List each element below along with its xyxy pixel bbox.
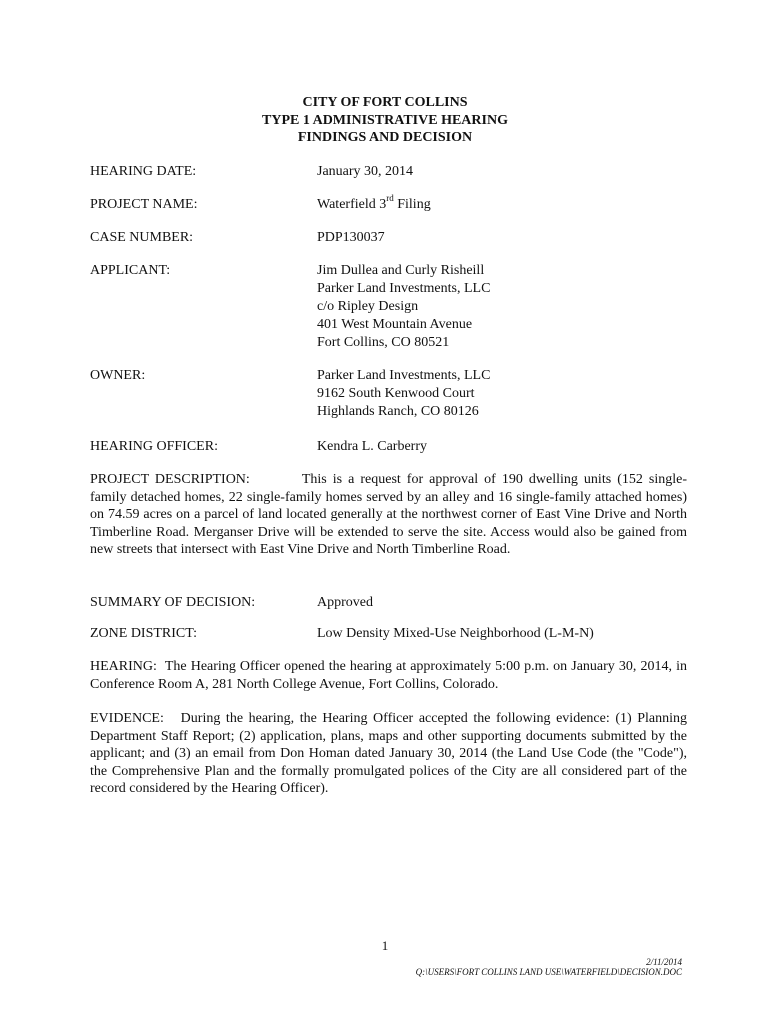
hearing-officer-value: Kendra L. Carberry — [317, 439, 428, 454]
case-number-value: PDP130037 — [317, 230, 385, 245]
zone-label: ZONE DISTRICT: — [90, 626, 198, 641]
owner-line: Highlands Ranch, CO 80126 — [317, 404, 479, 419]
owner-label: OWNER: — [90, 368, 146, 383]
applicant-label: APPLICANT: — [90, 263, 171, 278]
owner-address — [317, 367, 490, 421]
evidence-paragraph-text: During the hearing, the Hearing Officer accepted the following evidence: (1) Planning Department Staff Report; (2) application, plans, maps and other supporting documents submitted by the applicant; and (3) an email from Don Homan dated January 30, 2014 (the Land Use Code (the "Code"), the Comprehensive Plan and the formally promulgated polices of the City are all considered part of the record considered by the Hearing Officer). — [90, 711, 688, 796]
project-description — [90, 471, 687, 559]
case-number-label: CASE NUMBER: — [90, 230, 194, 245]
page-number: 1 — [381, 938, 389, 953]
project-name-prefix: Waterfield 3 — [317, 197, 387, 212]
footer-file-path: Q:\USERS\FORT COLLINS LAND USE\WATERFIELD\DECISION.DOC — [415, 967, 682, 977]
hearing-date-value: January 30, 2014 — [317, 164, 414, 179]
project-name-suffix: Filing — [393, 197, 431, 212]
summary-label: SUMMARY OF DECISION: — [90, 595, 256, 610]
applicant-address — [317, 262, 490, 352]
hearing-date-label: HEARING DATE: — [90, 164, 197, 179]
applicant-line: Parker Land Investments, LLC — [317, 281, 491, 296]
applicant-line: 401 West Mountain Avenue — [317, 317, 473, 332]
hearing-paragraph-label: HEARING: — [90, 659, 157, 674]
project-name-value — [317, 193, 431, 214]
evidence-paragraph — [90, 710, 687, 798]
project-name-label: PROJECT NAME: — [90, 197, 198, 212]
project-name-superscript: rd — [386, 193, 394, 204]
owner-line: 9162 South Kenwood Court — [317, 386, 475, 401]
hearing-paragraph — [90, 658, 687, 693]
applicant-line: Jim Dullea and Curly Risheill — [317, 263, 485, 278]
footer-date: 2/11/2014 — [646, 957, 682, 967]
project-description-text: This is a request for approval of 190 dwelling units (152 single-family detached homes, 22 single-family homes served by an alley and 16 single-family attached homes) on 74.59 acres on a parcel of land located generally at the northwest corner of East Vine Drive and North Timberline Road. Merganser Drive will be extended to serve the site. Access would also be gained from new streets that intersect with East Vine Drive and North Timberline Road. — [90, 472, 687, 557]
hearing-officer-label: HEARING OFFICER: — [90, 439, 218, 454]
header-title: FINDINGS AND DECISION — [297, 130, 473, 145]
document-header — [0, 94, 770, 147]
applicant-line: c/o Ripley Design — [317, 299, 419, 314]
evidence-paragraph-label: EVIDENCE: — [90, 711, 164, 726]
owner-line: Parker Land Investments, LLC — [317, 368, 491, 383]
zone-value: Low Density Mixed-Use Neighborhood (L-M-N) — [317, 626, 594, 641]
summary-value: Approved — [317, 595, 373, 610]
header-city: CITY OF FORT COLLINS — [302, 95, 468, 110]
hearing-paragraph-text: The Hearing Officer opened the hearing at approximately 5:00 p.m. on January 30, 2014, in Conference Room A, 281 North College Avenue, Fort Collins, Colorado. — [90, 659, 688, 692]
applicant-line: Fort Collins, CO 80521 — [317, 335, 450, 350]
project-description-label: PROJECT DESCRIPTION: — [90, 472, 250, 487]
header-hearing-type: TYPE 1 ADMINISTRATIVE HEARING — [262, 112, 508, 128]
